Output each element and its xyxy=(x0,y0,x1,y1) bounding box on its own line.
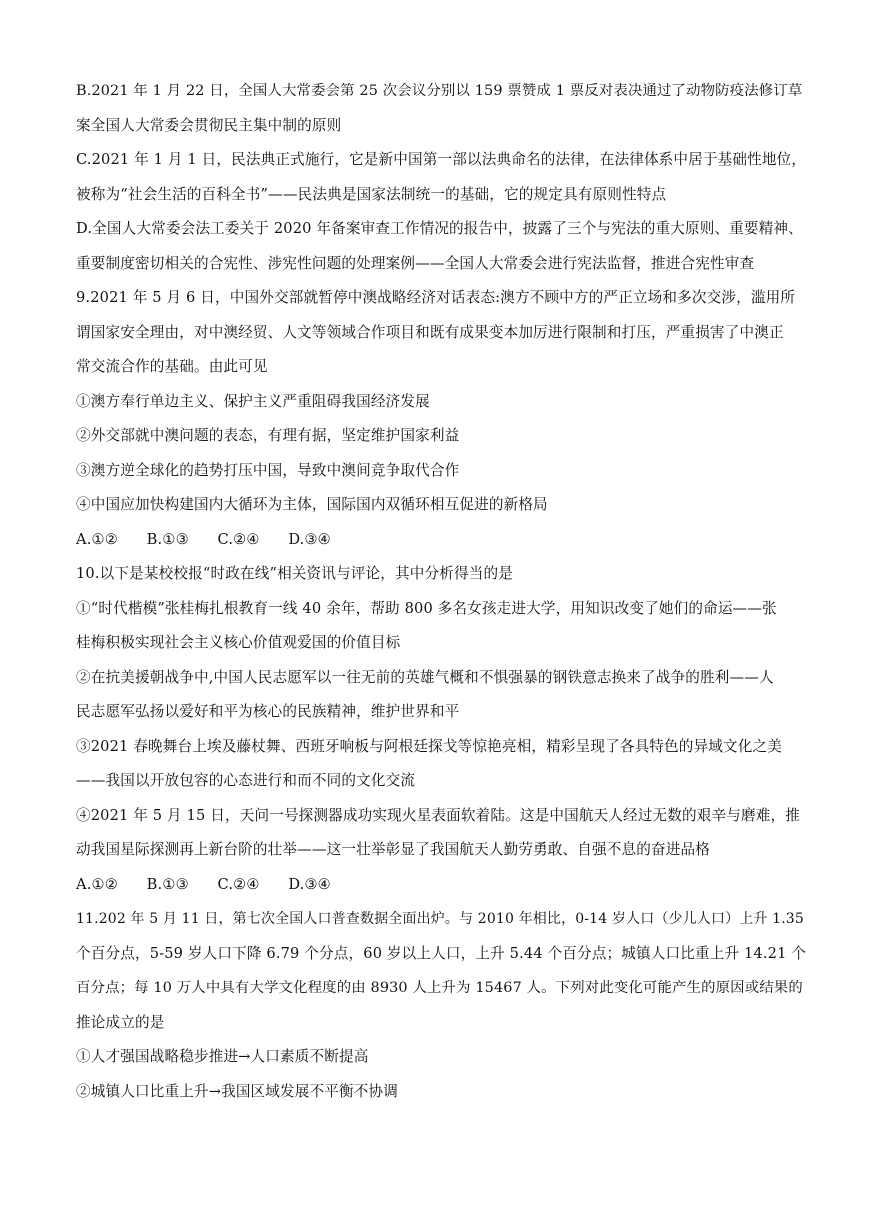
question-11-statement-2: ②城镇人口比重上升→我国区域发展不平衡不协调 xyxy=(76,1082,398,1100)
question-10-statement-1-line-1: ①“时代楷模”张桂梅扎根教育一线 40 余年，帮助 800 多名女孩走进大学，用知识改变了她们的命运——张 xyxy=(76,599,777,617)
option-d-line-1: D.全国人大常委会法工委关于 2020 年备案审查工作情况的报告中，披露了三个与宪法的重大原则、重要精神、 xyxy=(76,220,803,237)
option-b-line-2: 案全国人大常委会贯彻民主集中制的原则 xyxy=(76,116,342,134)
question-9-choices: A.①② B.①③ C.②④ D.③④ xyxy=(76,530,331,548)
question-9-statement-1: ①澳方奉行单边主义、保护主义严重阻碍我国经济发展 xyxy=(76,392,430,410)
question-9-statement-4: ④中国应加快构建国内大循环为主体，国际国内双循环相互促进的新格局 xyxy=(76,496,548,513)
question-10-statement-3-line-1: ③2021 春晚舞台上埃及藤杖舞、西班牙响板与阿根廷探戈等惊艳亮相，精彩呈现了各具特色的异域文化之美 xyxy=(76,737,783,755)
question-10-statement-2-line-1: ②在抗美援朝战争中,中国人民志愿军以一往无前的英雄气概和不惧强暴的钢铁意志换来了战争的胜利——人 xyxy=(76,668,774,686)
option-b-line-1: B.2021 年 1 月 22 日，全国人大常委会第 25 次会议分别以 159 票赞成 1 票反对表决通过了动物防疫法修订草 xyxy=(76,83,803,99)
question-9-stem-line-1: 9.2021 年 5 月 6 日，中国外交部就暂停中澳战略经济对话表态:澳方不顾中方的严正立场和多次交涉，滥用所 xyxy=(76,289,796,306)
option-d-line-2: 重要制度密切相关的合宪性、涉宪性问题的处理案例——全国人大常委会进行宪法监督，推进合宪性审查 xyxy=(76,254,755,272)
question-11-stem-line-4: 推论成立的是 xyxy=(76,1013,165,1031)
question-11-statement-1: ①人才强国战略稳步推进→人口素质不断提高 xyxy=(76,1048,369,1065)
question-9-stem-line-2: 谓国家安全理由，对中澳经贸、人文等领域合作项目和既有成果变本加厉进行限制和打压，严重损害了中澳正 xyxy=(76,323,784,341)
question-10-stem: 10.以下是某校校报“时政在线”相关资讯与评论，其中分析得当的是 xyxy=(76,565,513,582)
question-10-statement-3-line-2: ——我国以开放包容的心态进行和而不同的文化交流 xyxy=(76,772,416,789)
question-11-stem-line-1: 11.202 年 5 月 11 日，第七次全国人口普查数据全面出炉。与 2010 年相比，0-14 岁人口（少儿人口）上升 1.35 xyxy=(76,911,804,927)
option-c-line-1: C.2021 年 1 月 1 日，民法典正式施行，它是新中国第一部以法典命名的法律，在法律体系中居于基础性地位， xyxy=(76,151,806,168)
question-10-statement-1-line-2: 桂梅积极实现社会主义核心价值观爱国的价值目标 xyxy=(76,634,401,651)
question-10-choices: A.①② B.①③ C.②④ D.③④ xyxy=(76,875,331,893)
question-10-statement-4-line-2: 动我国星际探测再上新台阶的壮举——这一壮举彰显了我国航天人勤劳勇敢、自强不息的奋进品格 xyxy=(76,841,710,858)
question-10-statement-2-line-2: 民志愿军弘扬以爱好和平为核心的民族精神，维护世界和平 xyxy=(76,703,460,720)
question-9-stem-line-3: 常交流合作的基础。由此可见 xyxy=(76,358,268,375)
question-10-statement-4-line-1: ④2021 年 5 月 15 日，天问一号探测器成功实现火星表面软着陆。这是中国航天人经过无数的艰辛与磨难，推 xyxy=(76,806,800,824)
question-11-stem-line-2: 个百分点，5-59 岁人口下降 6.79 个分点，60 岁以上人口，上升 5.44 个百分点；城镇人口比重上升 14.21 个 xyxy=(76,944,806,962)
question-9-statement-3: ③澳方逆全球化的趋势打压中国，导致中澳间竞争取代合作 xyxy=(76,461,460,479)
page-body xyxy=(76,74,806,1109)
option-c-line-2: 被称为“社会生活的百科全书”——民法典是国家法制统一的基础，它的规定具有原则性特点 xyxy=(76,185,667,203)
question-11-stem-line-3: 百分点；每 10 万人中具有大学文化程度的由 8930 人上升为 15467 人。下列对此变化可能产生的原因或结果的 xyxy=(76,980,803,996)
question-9-statement-2: ②外交部就中澳问题的表态，有理有据，坚定维护国家利益 xyxy=(76,427,460,444)
